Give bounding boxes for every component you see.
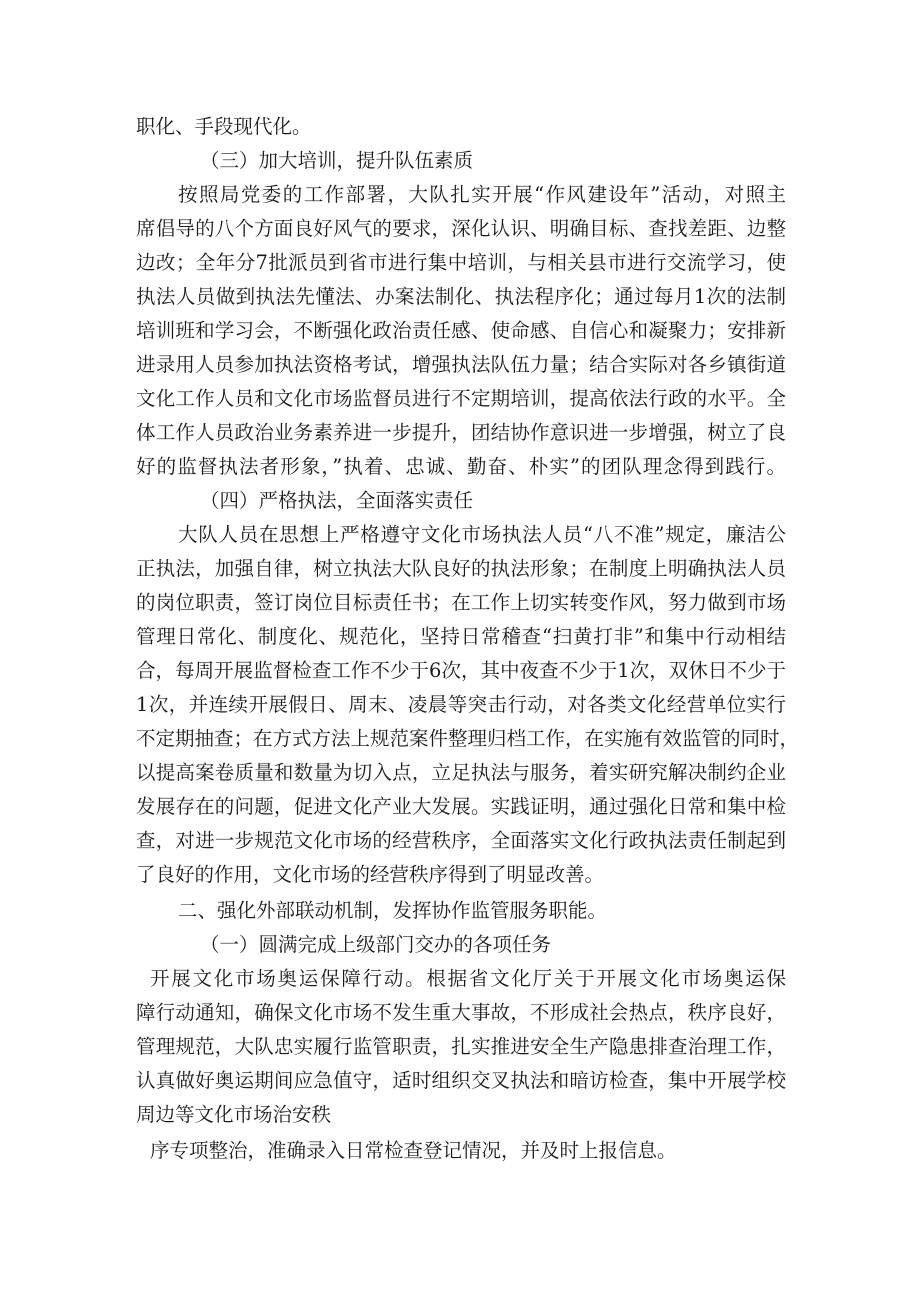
- paragraph-line: 1次，并连续开展假日、周末、凌晨等突击行动，对各类文化经营单位实行: [136, 693, 786, 716]
- paragraph-line: 管理日常化、制度化、规范化，坚持日常稽查“扫黄打非”和集中行动相结: [136, 625, 786, 648]
- paragraph-line: 体工作人员政治业务素养进一步提升，团结协作意识进一步增强，树立了良: [136, 421, 786, 444]
- paragraph-line: 序专项整治，准确录入日常检查登记情况，并及时上报信息。: [150, 1139, 677, 1162]
- paragraph-line: 进录用人员参加执法资格考试，增强执法队伍力量；结合实际对各乡镇街道: [136, 353, 786, 376]
- paragraph-line: 边改；全年分7批派员到省市进行集中培训，与相关县市进行交流学习，使: [136, 251, 786, 274]
- paragraph-line: 开展文化市场奥运保障行动。根据省文化厅关于开展文化市场奥运保: [150, 967, 786, 990]
- paragraph-line: 文化工作人员和文化市场监督员进行不定期培训，提高依法行政的水平。全: [136, 387, 786, 410]
- paragraph-line: 周边等文化市场治安秩: [136, 1103, 332, 1126]
- section-heading: （三）加大培训，提升队伍素质: [200, 149, 474, 172]
- paragraph-line: 按照局党委的工作部署，大队扎实开展“作风建设年”活动，对照主: [178, 183, 786, 206]
- section-heading: 二、强化外部联动机制，发挥协作监管服务职能。: [178, 899, 608, 922]
- paragraph-line: 了良好的作用，文化市场的经营秩序得到了明显改善。: [136, 863, 605, 886]
- paragraph-line: 障行动通知，确保文化市场不发生重大事故，不形成社会热点，秩序良好，: [136, 1001, 786, 1024]
- paragraph-line: 好的监督执法者形象，”执着、忠诚、勤奋、朴实”的团队理念得到践行。: [136, 455, 786, 478]
- paragraph-line: 大队人员在思想上严格遵守文化市场执法人员“八不准”规定，廉洁公: [178, 523, 786, 546]
- section-heading: （四）严格执法，全面落实责任: [200, 489, 474, 512]
- paragraph-line: 发展存在的问题，促进文化产业大发展。实践证明，通过强化日常和集中检: [136, 795, 786, 818]
- paragraph-line: 合，每周开展监督检查工作不少于6次，其中夜查不少于1次，双休日不少于: [136, 659, 786, 682]
- paragraph-line: 认真做好奥运期间应急值守，适时组织交叉执法和暗访检查，集中开展学校: [136, 1069, 786, 1092]
- paragraph-line: 正执法，加强自律，树立执法大队良好的执法形象；在制度上明确执法人员: [136, 557, 786, 580]
- paragraph-line: 查，对进一步规范文化市场的经营秩序，全面落实文化行政执法责任制起到: [136, 829, 786, 852]
- paragraph-line: 的岗位职责，签订岗位目标责任书；在工作上切实转变作风，努力做到市场: [136, 591, 786, 614]
- paragraph-line: 席倡导的八个方面良好风气的要求，深化认识、明确目标、查找差距、边整: [136, 217, 786, 240]
- paragraph-line: 以提高案卷质量和数量为切入点，立足执法与服务，着实研究解决制约企业: [136, 761, 786, 784]
- paragraph-line: 不定期抽查；在方式方法上规范案件整理归档工作，在实施有效监管的同时，: [136, 727, 800, 750]
- paragraph-line: 职化、手段现代化。: [136, 115, 312, 138]
- paragraph-line: 培训班和学习会，不断强化政治责任感、使命感、自信心和凝聚力；安排新: [136, 319, 786, 342]
- paragraph-line: 执法人员做到执法先懂法、办案法制化、执法程序化；通过每月1次的法制: [136, 285, 786, 308]
- section-heading: （一）圆满完成上级部门交办的各项任务: [200, 933, 552, 956]
- paragraph-line: 管理规范，大队忠实履行监管职责，扎实推进安全生产隐患排查治理工作，: [136, 1035, 786, 1058]
